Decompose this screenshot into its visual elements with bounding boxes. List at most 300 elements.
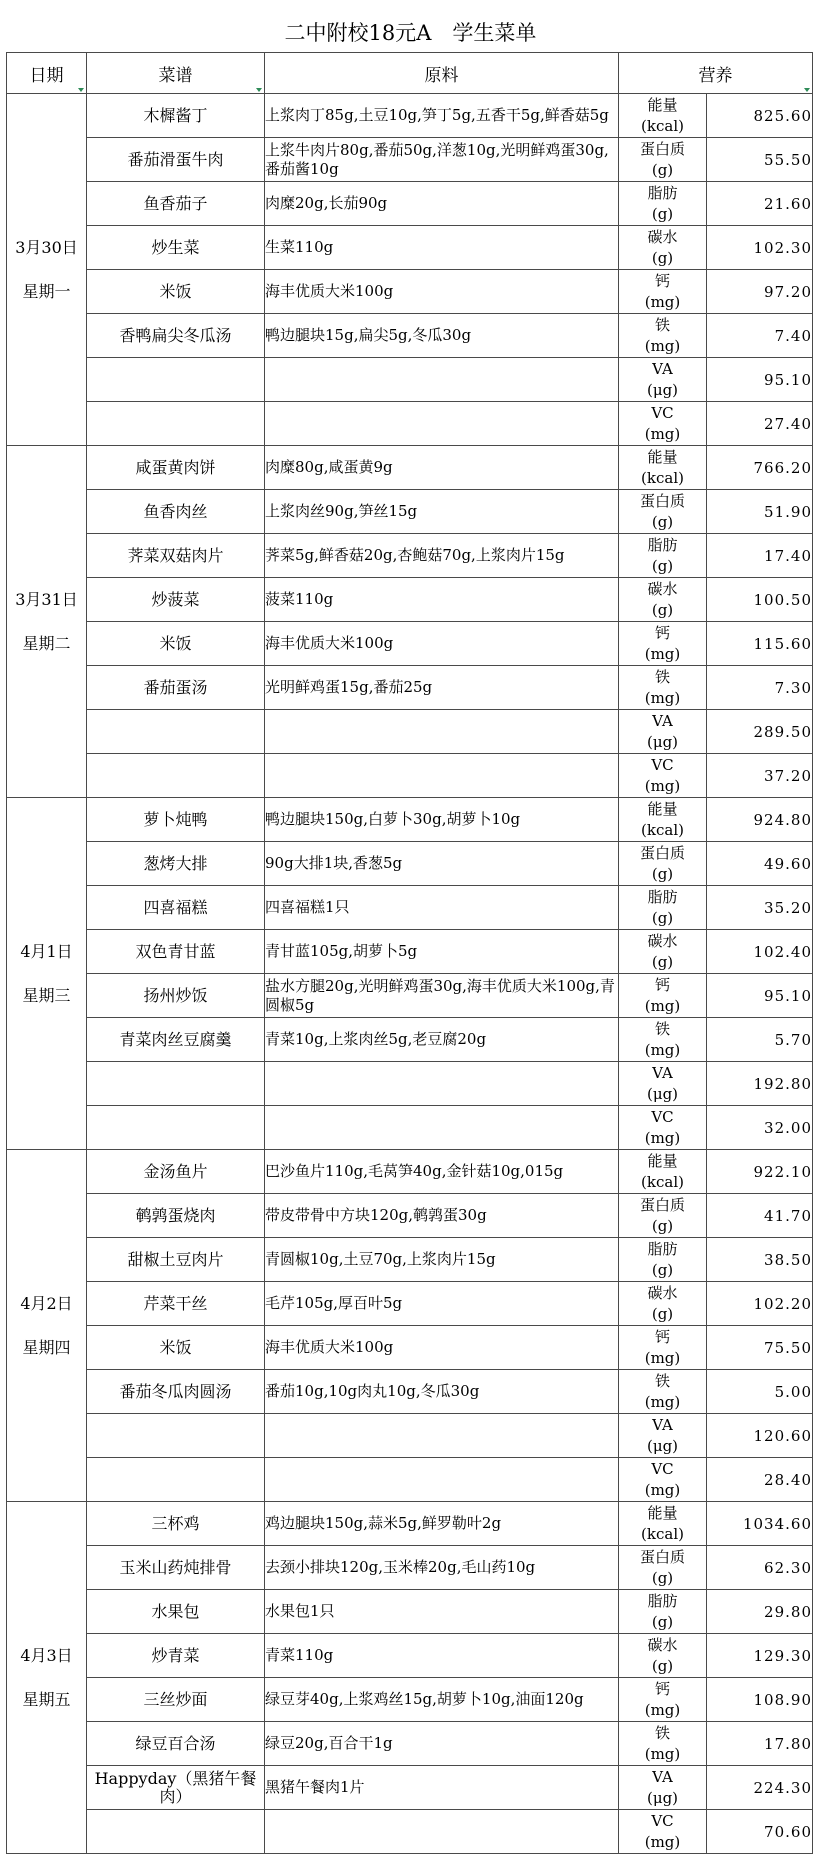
nutrient-label-cell bbox=[619, 622, 707, 666]
nutrient-label-cell bbox=[619, 1018, 707, 1062]
dish-name: 炒菠菜 bbox=[87, 578, 265, 622]
nutrient-unit: (g) bbox=[651, 556, 674, 575]
nutrient-value: 28.40 bbox=[707, 1458, 813, 1502]
dish-ingredients: 鸭边腿块15g,扁尖5g,冬瓜30g bbox=[265, 314, 619, 358]
nutrient-label-cell bbox=[619, 754, 707, 798]
nutrient-value: 7.40 bbox=[707, 314, 813, 358]
nutrient-label-cell bbox=[619, 842, 707, 886]
dish-ingredients: 生菜110g bbox=[265, 226, 619, 270]
table-row bbox=[7, 270, 813, 314]
dish-ingredients: 海丰优质大米100g bbox=[265, 1326, 619, 1370]
header-nutrition-label: 营养 bbox=[698, 65, 733, 86]
nutrient-label-cell bbox=[619, 578, 707, 622]
nutrient-label-cell bbox=[619, 710, 707, 754]
nutrient-name: 碳水 bbox=[647, 1635, 678, 1654]
nutrient-label-cell bbox=[619, 94, 707, 138]
nutrient-name: 蛋白质 bbox=[639, 491, 685, 510]
nutrient-value: 70.60 bbox=[707, 1810, 813, 1854]
table-row bbox=[7, 1546, 813, 1590]
nutrient-name: VC bbox=[651, 1107, 674, 1126]
nutrient-name: 蛋白质 bbox=[639, 1195, 685, 1214]
dish-ingredients: 海丰优质大米100g bbox=[265, 622, 619, 666]
table-row bbox=[7, 710, 813, 754]
nutrient-name: 铁 bbox=[654, 1019, 670, 1038]
dish-ingredients: 四喜福糕1只 bbox=[265, 886, 619, 930]
dish-ingredients: 海丰优质大米100g bbox=[265, 270, 619, 314]
nutrient-name: 脂肪 bbox=[647, 183, 678, 202]
dish-name: 木樨酱丁 bbox=[87, 94, 265, 138]
dish-ingredients: 上浆牛肉片80g,番茄50g,洋葱10g,光明鲜鸡蛋30g,番茄酱10g bbox=[265, 138, 619, 182]
dish-name bbox=[87, 754, 265, 798]
nutrient-unit: (mg) bbox=[644, 1744, 681, 1763]
nutrient-value: 922.10 bbox=[707, 1150, 813, 1194]
dish-name: 葱烤大排 bbox=[87, 842, 265, 886]
dish-ingredients: 绿豆20g,百合干1g bbox=[265, 1722, 619, 1766]
nutrient-unit: (g) bbox=[651, 600, 674, 619]
table-row bbox=[7, 842, 813, 886]
dish-name: 三丝炒面 bbox=[87, 1678, 265, 1722]
nutrient-unit: (g) bbox=[651, 864, 674, 883]
day-weekday: 星期二 bbox=[22, 633, 71, 653]
table-row bbox=[7, 94, 813, 138]
nutrient-unit: (g) bbox=[651, 1656, 674, 1675]
nutrient-unit: (mg) bbox=[644, 424, 681, 443]
nutrient-name: 脂肪 bbox=[647, 1239, 678, 1258]
nutrient-name: 铁 bbox=[654, 1371, 670, 1390]
nutrient-value: 766.20 bbox=[707, 446, 813, 490]
dish-name: 荠菜双菇肉片 bbox=[87, 534, 265, 578]
nutrient-label-cell bbox=[619, 1502, 707, 1546]
dish-ingredients: 黑猪午餐肉1片 bbox=[265, 1766, 619, 1810]
nutrient-label-cell bbox=[619, 490, 707, 534]
nutrient-unit: (mg) bbox=[644, 1700, 681, 1719]
nutrient-unit: (mg) bbox=[644, 776, 681, 795]
nutrient-label-cell bbox=[619, 402, 707, 446]
day-date-cell bbox=[7, 1150, 87, 1502]
nutrient-label-cell bbox=[619, 314, 707, 358]
nutrient-name: VC bbox=[651, 403, 674, 422]
dish-ingredients bbox=[265, 1062, 619, 1106]
nutrient-value: 129.30 bbox=[707, 1634, 813, 1678]
table-row bbox=[7, 1062, 813, 1106]
dish-name: 鱼香肉丝 bbox=[87, 490, 265, 534]
nutrient-value: 95.10 bbox=[707, 358, 813, 402]
nutrient-unit: (mg) bbox=[644, 644, 681, 663]
nutrient-label-cell bbox=[619, 270, 707, 314]
nutrient-unit: (kcal) bbox=[641, 468, 684, 487]
nutrient-value: 1034.60 bbox=[707, 1502, 813, 1546]
nutrient-name: 脂肪 bbox=[647, 535, 678, 554]
table-row bbox=[7, 578, 813, 622]
header-ingredients-label: 原料 bbox=[424, 65, 459, 86]
table-row bbox=[7, 666, 813, 710]
nutrient-value: 49.60 bbox=[707, 842, 813, 886]
nutrient-value: 97.20 bbox=[707, 270, 813, 314]
dish-name: 鱼香茄子 bbox=[87, 182, 265, 226]
nutrient-value: 17.40 bbox=[707, 534, 813, 578]
table-row bbox=[7, 314, 813, 358]
day-date-cell bbox=[7, 798, 87, 1150]
day-weekday: 星期三 bbox=[22, 985, 71, 1005]
nutrient-name: VC bbox=[651, 1459, 674, 1478]
nutrient-name: 碳水 bbox=[647, 931, 678, 950]
menu-table bbox=[6, 52, 813, 1854]
nutrient-label-cell bbox=[619, 1546, 707, 1590]
dish-ingredients: 水果包1只 bbox=[265, 1590, 619, 1634]
dish-name: 米饭 bbox=[87, 270, 265, 314]
nutrient-value: 38.50 bbox=[707, 1238, 813, 1282]
dish-name: 番茄蛋汤 bbox=[87, 666, 265, 710]
nutrient-value: 17.80 bbox=[707, 1722, 813, 1766]
dish-ingredients: 盐水方腿20g,光明鲜鸡蛋30g,海丰优质大米100g,青圆椒5g bbox=[265, 974, 619, 1018]
dish-ingredients: 光明鲜鸡蛋15g,番茄25g bbox=[265, 666, 619, 710]
nutrient-value: 100.50 bbox=[707, 578, 813, 622]
dish-name: 鹌鹑蛋烧肉 bbox=[87, 1194, 265, 1238]
nutrient-unit: (mg) bbox=[644, 1392, 681, 1411]
dish-name: 三杯鸡 bbox=[87, 1502, 265, 1546]
nutrient-unit: (mg) bbox=[644, 1128, 681, 1147]
dish-name bbox=[87, 1414, 265, 1458]
nutrient-label-cell bbox=[619, 1062, 707, 1106]
nutrient-unit: (mg) bbox=[644, 1040, 681, 1059]
nutrient-label-cell bbox=[619, 446, 707, 490]
nutrient-label-cell bbox=[619, 930, 707, 974]
nutrient-name: 铁 bbox=[654, 1723, 670, 1742]
nutrient-name: VA bbox=[652, 1063, 673, 1082]
nutrient-unit: (mg) bbox=[644, 1832, 681, 1851]
nutrient-name: 脂肪 bbox=[647, 1591, 678, 1610]
nutrient-value: 51.90 bbox=[707, 490, 813, 534]
nutrient-name: 碳水 bbox=[647, 1283, 678, 1302]
table-row bbox=[7, 1238, 813, 1282]
table-row bbox=[7, 490, 813, 534]
nutrient-value: 5.70 bbox=[707, 1018, 813, 1062]
dish-ingredients: 巴沙鱼片110g,毛莴笋40g,金针菇10g,015g bbox=[265, 1150, 619, 1194]
nutrient-value: 115.60 bbox=[707, 622, 813, 666]
nutrient-label-cell bbox=[619, 1678, 707, 1722]
nutrient-label-cell bbox=[619, 1414, 707, 1458]
dish-ingredients: 青甘蓝105g,胡萝卜5g bbox=[265, 930, 619, 974]
nutrient-unit: (mg) bbox=[644, 1348, 681, 1367]
nutrient-value: 102.30 bbox=[707, 226, 813, 270]
table-row bbox=[7, 798, 813, 842]
nutrient-name: 蛋白质 bbox=[639, 843, 685, 862]
dish-ingredients: 毛芹105g,厚百叶5g bbox=[265, 1282, 619, 1326]
nutrient-label-cell bbox=[619, 1722, 707, 1766]
nutrient-name: VC bbox=[651, 755, 674, 774]
nutrient-label-cell bbox=[619, 1150, 707, 1194]
filter-arrow-icon[interactable] bbox=[78, 88, 84, 92]
nutrient-label-cell bbox=[619, 1766, 707, 1810]
dish-name: Happyday（黑猪午餐肉） bbox=[87, 1766, 265, 1810]
nutrient-label-cell bbox=[619, 1458, 707, 1502]
dish-name bbox=[87, 1810, 265, 1854]
nutrient-value: 37.20 bbox=[707, 754, 813, 798]
nutrient-name: 碳水 bbox=[647, 579, 678, 598]
dish-name: 米饭 bbox=[87, 622, 265, 666]
nutrient-value: 75.50 bbox=[707, 1326, 813, 1370]
table-row bbox=[7, 1458, 813, 1502]
table-row bbox=[7, 1766, 813, 1810]
dish-ingredients bbox=[265, 402, 619, 446]
dish-ingredients: 鸭边腿块150g,白萝卜30g,胡萝卜10g bbox=[265, 798, 619, 842]
dish-ingredients: 肉糜20g,长茄90g bbox=[265, 182, 619, 226]
dish-name: 咸蛋黄肉饼 bbox=[87, 446, 265, 490]
table-row bbox=[7, 754, 813, 798]
table-row bbox=[7, 1678, 813, 1722]
table-row bbox=[7, 886, 813, 930]
nutrient-unit: (g) bbox=[651, 204, 674, 223]
nutrient-value: 102.40 bbox=[707, 930, 813, 974]
dish-ingredients bbox=[265, 1414, 619, 1458]
nutrient-unit: (kcal) bbox=[641, 116, 684, 135]
nutrient-label-cell bbox=[619, 358, 707, 402]
nutrient-unit: (g) bbox=[651, 1216, 674, 1235]
table-row bbox=[7, 534, 813, 578]
page-title: 二中附校18元A 学生菜单 bbox=[284, 21, 537, 45]
nutrient-unit: (g) bbox=[651, 1568, 674, 1587]
dish-ingredients: 绿豆芽40g,上浆鸡丝15g,胡萝卜10g,油面120g bbox=[265, 1678, 619, 1722]
day-date-cell bbox=[7, 1502, 87, 1854]
nutrient-value: 120.60 bbox=[707, 1414, 813, 1458]
header-date-label: 日期 bbox=[29, 65, 64, 86]
dish-ingredients: 上浆肉丝90g,笋丝15g bbox=[265, 490, 619, 534]
dish-ingredients: 青菜110g bbox=[265, 1634, 619, 1678]
dish-ingredients bbox=[265, 754, 619, 798]
dish-name: 甜椒土豆肉片 bbox=[87, 1238, 265, 1282]
dish-name: 青菜肉丝豆腐羹 bbox=[87, 1018, 265, 1062]
nutrient-label-cell bbox=[619, 1194, 707, 1238]
nutrient-label-cell bbox=[619, 666, 707, 710]
table-row bbox=[7, 1810, 813, 1854]
dish-ingredients: 青圆椒10g,土豆70g,上浆肉片15g bbox=[265, 1238, 619, 1282]
day-weekday: 星期五 bbox=[22, 1689, 71, 1709]
nutrient-label-cell bbox=[619, 1326, 707, 1370]
table-row bbox=[7, 1634, 813, 1678]
nutrient-name: 碳水 bbox=[647, 227, 678, 246]
nutrient-value: 108.90 bbox=[707, 1678, 813, 1722]
dish-name: 香鸭扁尖冬瓜汤 bbox=[87, 314, 265, 358]
table-row bbox=[7, 1106, 813, 1150]
nutrient-value: 224.30 bbox=[707, 1766, 813, 1810]
dish-name: 扬州炒饭 bbox=[87, 974, 265, 1018]
nutrient-name: VC bbox=[651, 1811, 674, 1830]
nutrient-value: 825.60 bbox=[707, 94, 813, 138]
dish-name: 水果包 bbox=[87, 1590, 265, 1634]
nutrient-unit: (mg) bbox=[644, 1480, 681, 1499]
dish-name bbox=[87, 402, 265, 446]
header-date[interactable] bbox=[7, 53, 87, 94]
nutrient-value: 21.60 bbox=[707, 182, 813, 226]
dish-ingredients: 90g大排1块,香葱5g bbox=[265, 842, 619, 886]
nutrient-unit: (g) bbox=[651, 1612, 674, 1631]
day-date-cell bbox=[7, 446, 87, 798]
table-row bbox=[7, 622, 813, 666]
dish-name: 炒生菜 bbox=[87, 226, 265, 270]
nutrient-label-cell bbox=[619, 1810, 707, 1854]
day-date: 3月31日 bbox=[15, 589, 78, 609]
table-row bbox=[7, 1018, 813, 1062]
header-dish[interactable] bbox=[87, 53, 265, 94]
table-row bbox=[7, 1414, 813, 1458]
table-row bbox=[7, 138, 813, 182]
nutrient-name: VA bbox=[652, 1415, 673, 1434]
table-row bbox=[7, 1590, 813, 1634]
nutrient-value: 95.10 bbox=[707, 974, 813, 1018]
nutrient-unit: (μg) bbox=[646, 732, 679, 751]
table-row bbox=[7, 1502, 813, 1546]
dish-name bbox=[87, 710, 265, 754]
day-date: 4月2日 bbox=[20, 1293, 73, 1313]
nutrient-label-cell bbox=[619, 1238, 707, 1282]
nutrient-value: 27.40 bbox=[707, 402, 813, 446]
filter-arrow-icon[interactable] bbox=[256, 88, 262, 92]
nutrient-name: 铁 bbox=[654, 315, 670, 334]
nutrient-name: 能量 bbox=[647, 447, 678, 466]
nutrient-name: 钙 bbox=[654, 1327, 670, 1346]
dish-ingredients bbox=[265, 1458, 619, 1502]
nutrient-unit: (g) bbox=[651, 160, 674, 179]
nutrient-name: 能量 bbox=[647, 1151, 678, 1170]
nutrient-name: 钙 bbox=[654, 1679, 670, 1698]
nutrient-unit: (kcal) bbox=[641, 820, 684, 839]
nutrient-value: 7.30 bbox=[707, 666, 813, 710]
nutrient-unit: (g) bbox=[651, 908, 674, 927]
header-dish-label: 菜谱 bbox=[158, 65, 193, 86]
dish-ingredients: 带皮带骨中方块120g,鹌鹑蛋30g bbox=[265, 1194, 619, 1238]
day-weekday: 星期四 bbox=[22, 1337, 71, 1357]
header-nutrition[interactable] bbox=[619, 53, 813, 94]
dish-name bbox=[87, 1106, 265, 1150]
dish-name: 双色青甘蓝 bbox=[87, 930, 265, 974]
nutrient-unit: (μg) bbox=[646, 1788, 679, 1807]
dish-name: 炒青菜 bbox=[87, 1634, 265, 1678]
nutrient-unit: (kcal) bbox=[641, 1524, 684, 1543]
dish-name: 米饭 bbox=[87, 1326, 265, 1370]
dish-name: 玉米山药炖排骨 bbox=[87, 1546, 265, 1590]
nutrient-name: VA bbox=[652, 359, 673, 378]
dish-ingredients: 青菜10g,上浆肉丝5g,老豆腐20g bbox=[265, 1018, 619, 1062]
dish-ingredients bbox=[265, 1810, 619, 1854]
table-row bbox=[7, 930, 813, 974]
nutrient-value: 55.50 bbox=[707, 138, 813, 182]
dish-name: 绿豆百合汤 bbox=[87, 1722, 265, 1766]
nutrient-value: 32.00 bbox=[707, 1106, 813, 1150]
nutrient-label-cell bbox=[619, 886, 707, 930]
nutrient-label-cell bbox=[619, 534, 707, 578]
nutrient-label-cell bbox=[619, 1370, 707, 1414]
nutrient-unit: (μg) bbox=[646, 1436, 679, 1455]
table-row bbox=[7, 226, 813, 270]
nutrient-name: 钙 bbox=[654, 975, 670, 994]
table-row bbox=[7, 974, 813, 1018]
table-row bbox=[7, 446, 813, 490]
dish-name: 萝卜炖鸭 bbox=[87, 798, 265, 842]
table-row bbox=[7, 182, 813, 226]
nutrient-label-cell bbox=[619, 138, 707, 182]
table-row bbox=[7, 1722, 813, 1766]
nutrient-unit: (mg) bbox=[644, 996, 681, 1015]
dish-ingredients: 菠菜110g bbox=[265, 578, 619, 622]
nutrient-value: 62.30 bbox=[707, 1546, 813, 1590]
dish-name: 番茄滑蛋牛肉 bbox=[87, 138, 265, 182]
day-date: 4月1日 bbox=[20, 941, 73, 961]
nutrient-unit: (μg) bbox=[646, 380, 679, 399]
nutrient-name: 蛋白质 bbox=[639, 1547, 685, 1566]
dish-name: 四喜福糕 bbox=[87, 886, 265, 930]
nutrient-label-cell bbox=[619, 974, 707, 1018]
nutrient-name: 能量 bbox=[647, 1503, 678, 1522]
nutrient-value: 102.20 bbox=[707, 1282, 813, 1326]
header-ingredients bbox=[265, 53, 619, 94]
nutrient-value: 41.70 bbox=[707, 1194, 813, 1238]
nutrient-label-cell bbox=[619, 1634, 707, 1678]
nutrient-name: 蛋白质 bbox=[639, 139, 685, 158]
nutrient-value: 5.00 bbox=[707, 1370, 813, 1414]
filter-arrow-icon[interactable] bbox=[804, 88, 810, 92]
nutrient-name: 钙 bbox=[654, 623, 670, 642]
nutrient-unit: (g) bbox=[651, 512, 674, 531]
nutrient-unit: (mg) bbox=[644, 336, 681, 355]
dish-ingredients bbox=[265, 358, 619, 402]
table-row bbox=[7, 402, 813, 446]
dish-ingredients: 上浆肉丁85g,土豆10g,笋丁5g,五香干5g,鲜香菇5g bbox=[265, 94, 619, 138]
dish-name bbox=[87, 1062, 265, 1106]
nutrient-unit: (μg) bbox=[646, 1084, 679, 1103]
table-row bbox=[7, 1326, 813, 1370]
nutrient-name: VA bbox=[652, 711, 673, 730]
dish-ingredients: 去颈小排块120g,玉米棒20g,毛山药10g bbox=[265, 1546, 619, 1590]
menu-body bbox=[7, 94, 813, 1854]
nutrient-label-cell bbox=[619, 1106, 707, 1150]
nutrient-label-cell bbox=[619, 226, 707, 270]
header-row bbox=[7, 53, 813, 94]
nutrient-name: 钙 bbox=[654, 271, 670, 290]
dish-name bbox=[87, 1458, 265, 1502]
nutrient-name: 能量 bbox=[647, 95, 678, 114]
table-row bbox=[7, 358, 813, 402]
day-date: 3月30日 bbox=[15, 237, 78, 257]
dish-ingredients: 荠菜5g,鲜香菇20g,杏鲍菇70g,上浆肉片15g bbox=[265, 534, 619, 578]
day-weekday: 星期一 bbox=[22, 281, 71, 301]
nutrient-unit: (g) bbox=[651, 248, 674, 267]
table-row bbox=[7, 1194, 813, 1238]
nutrient-unit: (mg) bbox=[644, 688, 681, 707]
nutrient-name: 脂肪 bbox=[647, 887, 678, 906]
nutrient-label-cell bbox=[619, 1282, 707, 1326]
dish-name: 金汤鱼片 bbox=[87, 1150, 265, 1194]
dish-ingredients: 鸡边腿块150g,蒜米5g,鲜罗勒叶2g bbox=[265, 1502, 619, 1546]
nutrient-label-cell bbox=[619, 1590, 707, 1634]
table-row bbox=[7, 1150, 813, 1194]
nutrient-label-cell bbox=[619, 798, 707, 842]
nutrient-value: 29.80 bbox=[707, 1590, 813, 1634]
dish-name: 番茄冬瓜肉圆汤 bbox=[87, 1370, 265, 1414]
dish-ingredients: 肉糜80g,咸蛋黄9g bbox=[265, 446, 619, 490]
dish-ingredients bbox=[265, 710, 619, 754]
nutrient-value: 35.20 bbox=[707, 886, 813, 930]
nutrient-unit: (g) bbox=[651, 1260, 674, 1279]
table-row bbox=[7, 1282, 813, 1326]
table-row bbox=[7, 1370, 813, 1414]
nutrient-unit: (kcal) bbox=[641, 1172, 684, 1191]
nutrient-label-cell bbox=[619, 182, 707, 226]
day-date-cell bbox=[7, 94, 87, 446]
nutrient-value: 192.80 bbox=[707, 1062, 813, 1106]
dish-ingredients bbox=[265, 1106, 619, 1150]
nutrient-unit: (g) bbox=[651, 952, 674, 971]
nutrient-unit: (mg) bbox=[644, 292, 681, 311]
